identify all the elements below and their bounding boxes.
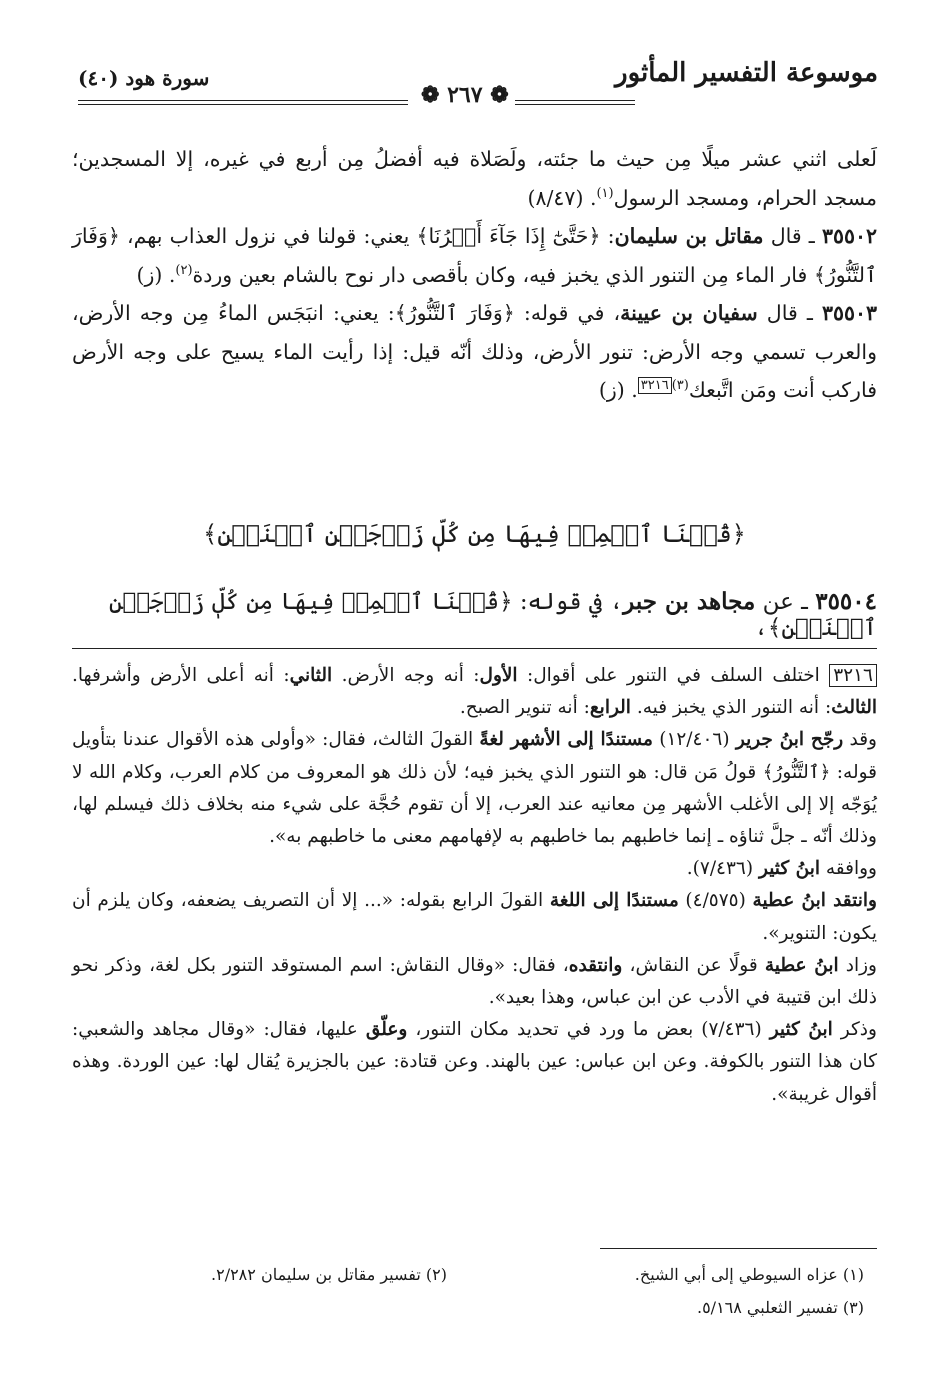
- narrator-name: مقاتل بن سليمان: [614, 224, 764, 248]
- narration-number: ٣٥٥٠٣: [821, 301, 877, 325]
- footnote-ref-3[interactable]: (٣): [671, 378, 689, 394]
- main-text: [72, 140, 877, 410]
- commentary-notes: [72, 660, 877, 1111]
- note-paragraph: وزاد ابنُ عطية قولًا عن النقاش، وانتقده، فقال: «وقال النقاش: اسم المستوقد التنور بكل لغة، وذكر نحو ذلك ابن قتيبة في الأدب عن ابن عباس، وهذا بعيد».: [72, 954, 877, 1009]
- quran-quote: ﴿حَتَّىٰٓ إِذَا جَآءَ أَمۡرُنَا﴾: [416, 224, 601, 248]
- header-rule-right-2: [515, 104, 635, 105]
- quran-quote: ﴿ٱلتَّنُّورُ﴾: [762, 761, 831, 783]
- note-paragraph: وذكر ابنُ كثير (٧/٤٣٦) بعض ما ورد في تحديد مكان التنور، وعلّق عليها، فقال: «وقال مجاهد والشعبي: كان هذا التنور بالكوفة. وعن ابن عباس: عين بالهند. وعن قتادة: عين بالجزيرة يُقال لها: عين الوردة. وهذه أقوال غريبة».: [72, 1019, 877, 1105]
- commentary-ref-box[interactable]: ٣٢١٦: [638, 377, 672, 394]
- narrator-name: مجاهد بن جبر: [623, 588, 756, 615]
- header-rule-left-2: [78, 104, 408, 105]
- note-paragraph: وانتقد ابنُ عطية (٤/٥٧٥) مستندًا إلى اللغة القولَ الرابع بقوله: «... إلا أن التصريف يضعفه، وكان يلزم أن يكون: التنوير».: [72, 890, 877, 944]
- commentary-separator: [72, 648, 877, 649]
- narrator-name: سفيان بن عيينة: [620, 301, 758, 325]
- quran-quote: ﴿قُلۡنَا ٱحۡمِلۡ فِيهَا مِن كُلّٖ زَوۡجَيۡنِ ٱثۡنَيۡنِ﴾: [108, 589, 877, 641]
- ayah-heading: ﴿قُلۡنَا ٱحۡمِلۡ فِيهَا مِن كُلّٖ زَوۡجَيۡنِ ٱثۡنَيۡنِ﴾: [203, 520, 746, 548]
- quran-quote: ﴿وَفَارَ ٱلتَّنُّورُ﴾: [394, 301, 515, 325]
- footnote-3: (٣) تفسير الثعلبي ٥/١٦٨.: [696, 1298, 864, 1317]
- quran-quote: ﴿وَفَارَ ٱلتَّنُّورُ﴾: [72, 224, 877, 287]
- paragraph-continuation: لَعلى اثني عشر ميلًا مِن حيث ما جئته، ولَصَلاة فيه أفضلُ مِن أربع في غيره، إلا المسجدين؛ مسجد الحرام، ومسجد الرسول$^{(١)}$. (٨/٤٧): [72, 147, 877, 210]
- book-title: موسوعة التفسير المأثور: [615, 58, 878, 88]
- narration-35502: ٣٥٥٠٢ ـ قال مقاتل بن سليمان: ﴿حَتَّىٰٓ إِذَا جَآءَ أَمۡرُنَا﴾ يعني: قولنا في نزول العذاب بهم، ﴿وَفَارَ ٱلتَّنُّورُ﴾ فار الماء مِن التنور الذي يخبز فيه، وكان بأقصى دار نوح بالشام بعين وردة$^{(٢)}$. (ز): [72, 224, 877, 287]
- header-rule-left: [78, 100, 408, 101]
- note-paragraph: وقد رجّح ابنُ جرير (١٢/٤٠٦) مستندًا إلى الأشهر لغةً القولَ الثالث، فقال: «وأولى هذه الأقوال عندنا بتأويل قوله: ﴿ٱلتَّنُّورُ﴾ قولُ مَن قال: هو التنور الذي يخبز فيه؛ لأن ذلك هو المعروف من كلام العرب، وكلام الله لا يُوَجّه إلا إلى الأغلب الأشهر مِن معانيه عند العرب، إلا أن تقوم حُجَّة على شيء منه بخلاف ذلك فيسلم لها، وذلك أنّه ـ جلَّ ثناؤه ـ إنما خاطبهم بما خاطبهم به لإفهامهم معنى ما خاطبهم به».: [72, 729, 877, 848]
- footnote-1: (١) عزاه السيوطي إلى أبي الشيخ.: [634, 1265, 864, 1284]
- footnote-ref-1[interactable]: (١): [596, 185, 614, 201]
- footnote-2: (٢) تفسير مقاتل بن سليمان ٢/٢٨٢.: [211, 1265, 447, 1284]
- page-ornament-right: ❁: [421, 82, 448, 108]
- commentary-number-box: ٣٢١٦: [829, 664, 877, 687]
- page-number: ❁ ٢٦٧ ❁: [421, 82, 509, 108]
- narration-number: ٣٥٥٠٤: [815, 588, 877, 615]
- note-paragraph: ووافقه ابنُ كثير (٧/٤٣٦).: [686, 858, 877, 880]
- footnote-ref-2[interactable]: (٢): [175, 262, 193, 278]
- surah-label: سورة هود (٤٠): [78, 66, 210, 90]
- narration-number: ٣٥٥٠٢: [821, 224, 877, 248]
- page-ornament-left: ❁: [482, 82, 509, 108]
- narration-35503: ٣٥٥٠٣ ـ قال سفيان بن عيينة، في قوله: ﴿وَفَارَ ٱلتَّنُّورُ﴾: يعني: انبَجَس الماءُ مِن وجه الأرض، والعرب تسمي وجه الأرض: تنور الأرض، وذلك أنّه قيل: إذا رأيت الماء يسيح على وجه الأرض فاركب أنت ومَن اتَّبعك$^{(٣)٣٢١٦}$. (ز): [72, 301, 877, 402]
- note-paragraph: ٣٢١٦ اختلف السلف في التنور على أقوال: الأول: أنه وجه الأرض. الثاني: أنه أعلى الأرض وأشرفها. الثالث: أنه التنور الذي يخبز فيه. الرابع: أنه تنوير الصبح.: [72, 665, 877, 719]
- header-rule-right: [515, 100, 635, 101]
- narration-35504: ٣٥٥٠٤ ـ عن مجاهد بن جبر، في قوله: ﴿قُلۡنَا ٱحۡمِلۡ فِيهَا مِن كُلّٖ زَوۡجَيۡنِ ٱثۡنَيۡنِ﴾،: [108, 588, 877, 641]
- footnote-separator: [600, 1248, 877, 1249]
